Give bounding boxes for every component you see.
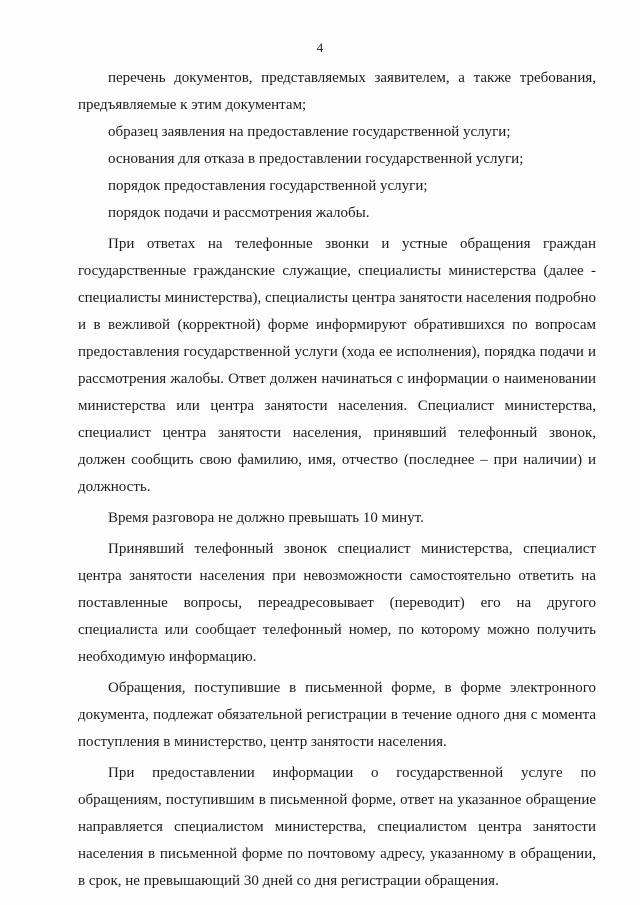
paragraph-phone-answers: При ответах на телефонные звонки и устные обращения граждан государственные гражданские служащие, специалисты министерства (далее - специалисты министерства), специалисты центра занятости населения подробно и в вежливой (корректной) форме информируют обратившихся по вопросам предоставления государственной услуги (хода ее исполнения), порядка подачи и рассмотрения жалобы. Ответ должен начинаться с информации о наименовании министерства или центра занятости населения. Специалист министерства, специалист центра занятости населения, принявший телефонный звонок, должен сообщить свою фамилию, имя, отчество (последнее – при наличии) и должность.	[78, 236, 596, 495]
paragraph-service-procedure: порядок предоставления государственной услуги;	[108, 178, 428, 194]
paragraph-documents-list: перечень документов, представляемых заявителем, а также требования, предъявляемые к этим документам;	[78, 70, 596, 113]
paragraph-call-duration: Время разговора не должно превышать 10 минут.	[108, 510, 424, 526]
document-body	[78, 65, 596, 895]
paragraph-refusal-grounds: основания для отказа в предоставлении государственной услуги;	[108, 151, 524, 167]
paragraph-complaint-procedure: порядок подачи и рассмотрения жалобы.	[108, 205, 370, 221]
page-number: 4	[316, 40, 324, 55]
paragraph-written-response: При предоставлении информации о государственной услуге по обращениям, поступившим в письменной форме, ответ на указанное обращение направляется специалистом министерства, специалистом центра занятости населения в письменной форме по почтовому адресу, указанному в обращении, в срок, не превышающий 30 дней со дня регистрации обращения.	[78, 765, 596, 889]
paragraph-application-sample: образец заявления на предоставление государственной услуги;	[108, 124, 511, 140]
paragraph-written-registration: Обращения, поступившие в письменной форме, в форме электронного документа, подлежат обязательной регистрации в течение одного дня с момента поступления в министерство, центр занятости населения.	[78, 680, 596, 750]
paragraph-call-redirect: Принявший телефонный звонок специалист министерства, специалист центра занятости населения при невозможности самостоятельно ответить на поставленные вопросы, переадресовывает (переводит) его на другого специалиста или сообщает телефонный номер, по которому можно получить необходимую информацию.	[78, 541, 596, 665]
